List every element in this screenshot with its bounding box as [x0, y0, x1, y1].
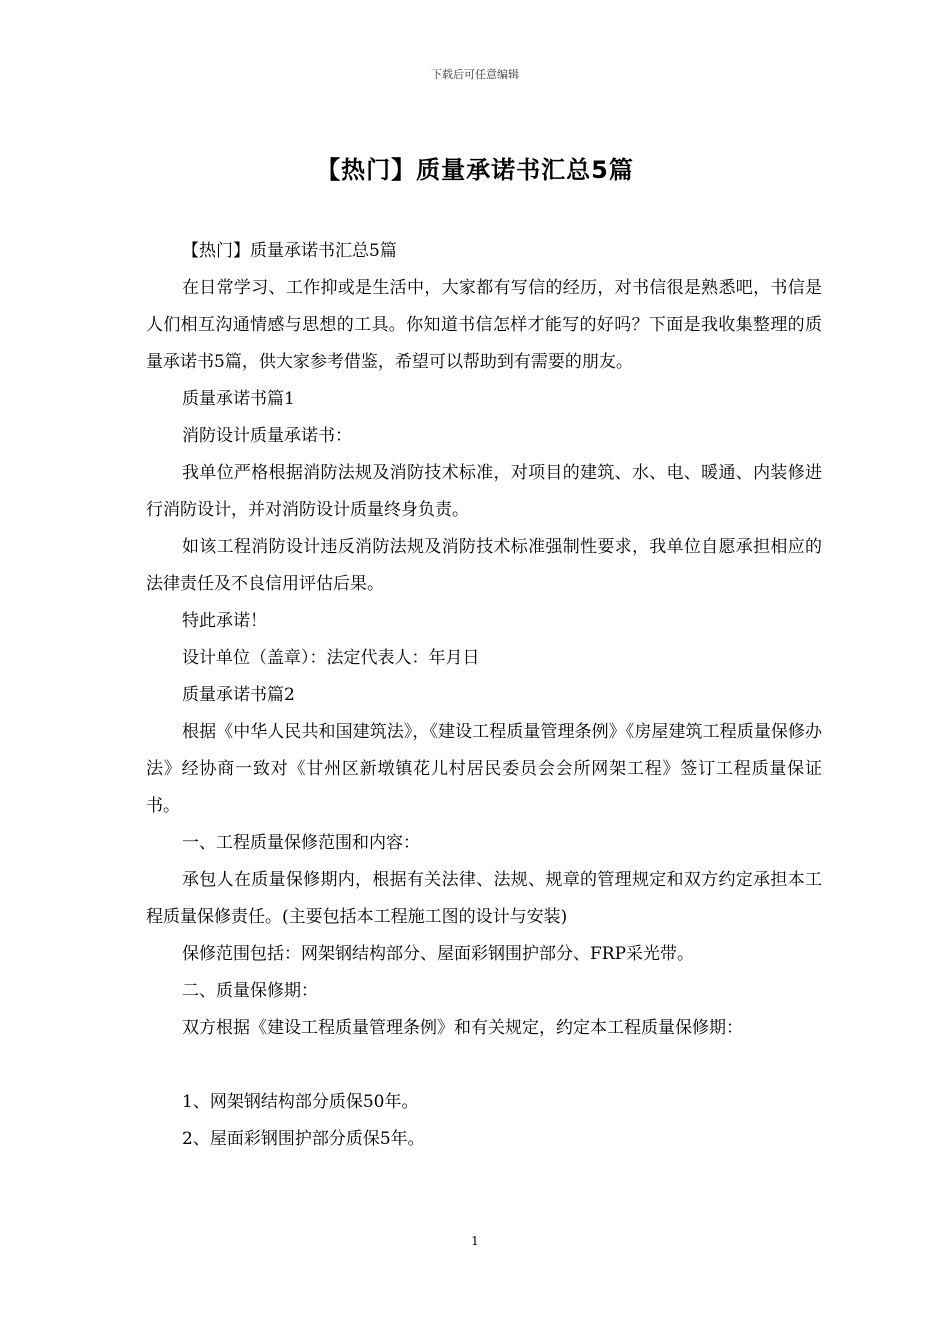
page-header-note: 下载后可任意编辑 [431, 68, 519, 81]
document-body [146, 233, 822, 1158]
paragraph-body: 如该工程消防设计违反消防法规及消防技术标准强制性要求，我单位自愿承担相应的法律责任及不良信用评估后果。 [146, 537, 822, 594]
document-title: 【热门】质量承诺书汇总5篇 [316, 156, 634, 184]
paragraph-subheading: 一、工程质量保修范围和内容： [182, 833, 420, 853]
page-number: 1 [471, 1234, 479, 1248]
paragraph-body: 双方根据《建设工程质量管理条例》和有关规定，约定本工程质量保修期： [182, 1018, 743, 1038]
section-heading-1: 质量承诺书篇1 [182, 389, 295, 409]
paragraph-subheading: 二、质量保修期： [182, 981, 318, 1001]
paragraph-body: 承包人在质量保修期内，根据有关法律、法规、规章的管理规定和双方约定承担本工程质量保修责任。(主要包括本工程施工图的设计与安装) [146, 870, 822, 927]
list-item: 2、屋面彩钢围护部分质保5年。 [182, 1129, 425, 1149]
blank-line [146, 1047, 822, 1084]
paragraph-pledge: 特此承诺！ [182, 611, 267, 631]
section-heading-2: 质量承诺书篇2 [182, 685, 295, 705]
list-item: 1、网架钢结构部分质保50年。 [182, 1092, 419, 1112]
paragraph-body: 根据《中华人民共和国建筑法》，《建设工程质量管理条例》《房屋建筑工程质量保修办法》经协商一致对《甘州区新墩镇花儿村居民委员会会所网架工程》签订工程质量保证书。 [146, 722, 822, 816]
paragraph-subtitle: 消防设计质量承诺书： [182, 426, 352, 446]
paragraph-intro: 在日常学习、工作抑或是生活中，大家都有写信的经历，对书信很是熟悉吧，书信是人们相互沟通情感与思想的工具。你知道书信怎样才能写的好吗？下面是我收集整理的质量承诺书5篇，供大家参考借鉴，希望可以帮助到有需要的朋友。 [146, 278, 822, 372]
paragraph-signature-line: 设计单位（盖章）：法定代表人：年月日 [182, 648, 480, 668]
paragraph-body: 我单位严格根据消防法规及消防技术标准，对项目的建筑、水、电、暖通、内装修进行消防设计，并对消防设计质量终身负责。 [146, 463, 822, 520]
paragraph-body: 保修范围包括：网架钢结构部分、屋面彩钢围护部分、FRP采光带。 [182, 944, 695, 964]
paragraph-repeat-title: 【热门】质量承诺书汇总5篇 [182, 241, 397, 261]
